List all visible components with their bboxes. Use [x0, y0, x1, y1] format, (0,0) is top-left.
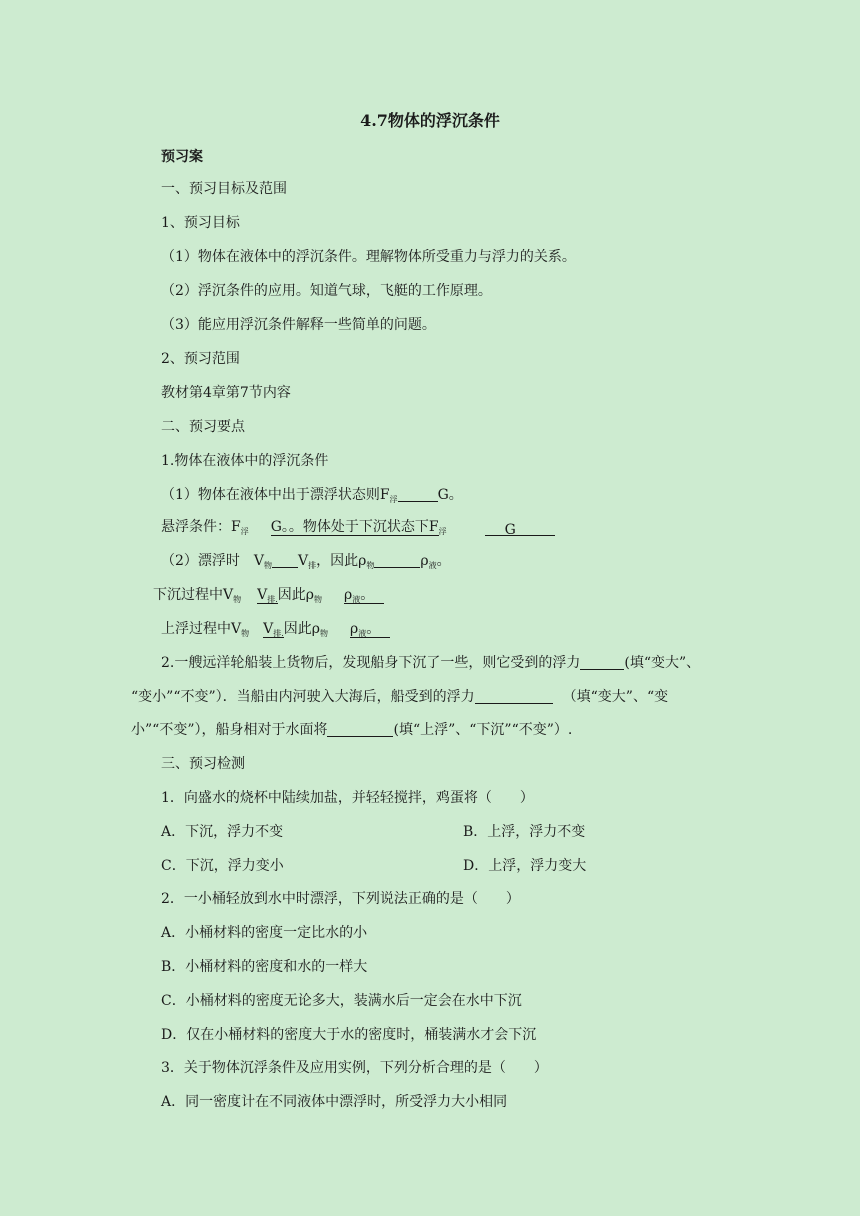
goal-item-1: （1）物体在液体中的浮沉条件。理解物体所受重力与浮力的关系。	[161, 249, 576, 265]
goal-item-3: （3）能应用浮沉条件解释一些简单的问题。	[161, 317, 436, 333]
section-heading-preview: 预习案	[161, 149, 203, 165]
question-2-option-d[interactable]: D．仅在小桶材料的密度大于水的密度时，桶装满水才会下沉	[161, 1027, 537, 1043]
rising-rho-underlined: $\rho_液$。	[350, 621, 390, 638]
subscript-object: 物	[264, 561, 273, 570]
question-2-stem: 2．一小桶轻放到水中时漂浮，下列说法正确的是（ ）	[161, 891, 520, 907]
subscript-object: 物	[241, 629, 250, 638]
rising-process-line	[161, 620, 390, 638]
suspend-condition-text: 悬浮条件：F	[161, 519, 241, 535]
part2-heading: 二、预习要点	[161, 419, 245, 435]
v-symbol: V	[298, 553, 309, 569]
ship-question-line-2	[131, 688, 668, 706]
therefore-rho-text: 因此ρ	[277, 587, 315, 603]
sinking-process-text: 下沉过程中V	[153, 587, 234, 603]
question-1-option-b[interactable]: B．上浮，浮力不变	[463, 824, 586, 840]
question-3-option-a[interactable]: A．同一密度计在不同液体中漂浮时，所受浮力大小相同	[161, 1094, 508, 1110]
answer-blank[interactable]	[475, 689, 553, 704]
ship-question-line-3	[131, 721, 572, 739]
suspend-sink-text: G。。物体处于下沉状态下F	[270, 519, 439, 535]
therefore-rho-text: 因此ρ	[283, 621, 321, 637]
subscript-float: 浮	[389, 495, 398, 504]
g-symbol: G	[504, 522, 516, 538]
rising-volume-underlined: $V_{排.}$	[263, 621, 284, 638]
ship-question-text: 小”“不变”），船身相对于水面将	[131, 722, 328, 738]
sinking-rho-underlined: $\rho_液$。	[344, 587, 384, 604]
range-heading: 2、预习范围	[161, 351, 240, 367]
subscript-float: 浮	[438, 527, 447, 536]
answer-blank[interactable]	[374, 553, 420, 568]
goal-heading: 1、预习目标	[161, 215, 240, 231]
ship-question-option-text: （填“变大”、“变	[562, 689, 669, 705]
float-condition-text: （1）物体在液体中出于漂浮状态则F	[161, 487, 390, 503]
float-condition-end: G。	[437, 487, 463, 503]
ship-question-option-text: (填“变大”、	[624, 655, 701, 671]
question-1-stem: 1．向盛水的烧杯中陆续加盐，并轻轻搅拌，鸡蛋将（ ）	[161, 790, 534, 806]
goal-item-2: （2）浮沉条件的应用。知道气球，飞艇的工作原理。	[161, 283, 492, 299]
answer-blank-g[interactable]	[485, 521, 555, 536]
subscript-object: 物	[320, 629, 329, 638]
ship-question-text: “变小”“不变”）．当船由内河驶入大海后，船受到的浮力	[131, 689, 475, 705]
answer-blank[interactable]	[272, 553, 298, 568]
question-3-stem: 3．关于物体沉浮条件及应用实例，下列分析合理的是（ ）	[161, 1060, 548, 1076]
therefore-rho-text: ，因此ρ	[316, 553, 367, 569]
question-2-option-c[interactable]: C．小桶材料的密度无论多大，装满水后一定会在水中下沉	[161, 993, 522, 1009]
part3-heading: 三、预习检测	[161, 756, 245, 772]
ship-question-line-1	[161, 654, 700, 672]
answer-blank[interactable]	[398, 487, 438, 502]
subscript-object: 物	[314, 595, 323, 604]
part1-heading: 一、预习目标及范围	[161, 181, 287, 197]
subscript-liquid: 液	[428, 561, 437, 570]
float-condition-line	[161, 486, 463, 504]
subscript-displaced: 排	[308, 561, 317, 570]
rho-symbol: ρ	[420, 553, 429, 569]
suspend-condition-line	[161, 518, 555, 536]
sinking-volume-underlined: $V_{排.}$	[257, 587, 278, 604]
range-text: 教材第4章第7节内容	[161, 385, 291, 401]
question-1-option-c[interactable]: C．下沉，浮力变小	[161, 858, 284, 874]
ship-question-text: 2.一艘远洋轮船装上货物后，发现船身下沉了一些，则它受到的浮力	[161, 655, 581, 671]
question-1-option-a[interactable]: A．下沉，浮力不变	[161, 824, 284, 840]
question-1-option-d[interactable]: D．上浮，浮力变大	[463, 858, 587, 874]
point1-heading: 1.物体在液体中的浮沉条件	[161, 453, 329, 469]
answer-blank[interactable]	[580, 655, 624, 670]
subscript-float: 浮	[240, 527, 249, 536]
float-volume-text: （2）漂浮时 V	[161, 553, 265, 569]
sinking-process-line	[153, 586, 384, 604]
rising-process-text: 上浮过程中V	[161, 621, 242, 637]
question-2-option-a[interactable]: A．小桶材料的密度一定比水的小	[161, 925, 368, 941]
question-2-option-b[interactable]: B．小桶材料的密度和水的一样大	[161, 959, 368, 975]
page-title: 4.7物体的浮沉条件	[360, 111, 500, 130]
ship-question-option-text: (填“上浮”、“下沉”“不变”）.	[393, 722, 573, 738]
float-volume-line	[161, 552, 451, 570]
subscript-object: 物	[233, 595, 242, 604]
answer-blank[interactable]	[327, 722, 393, 737]
subscript-object: 物	[366, 561, 375, 570]
period: 。	[436, 553, 451, 569]
